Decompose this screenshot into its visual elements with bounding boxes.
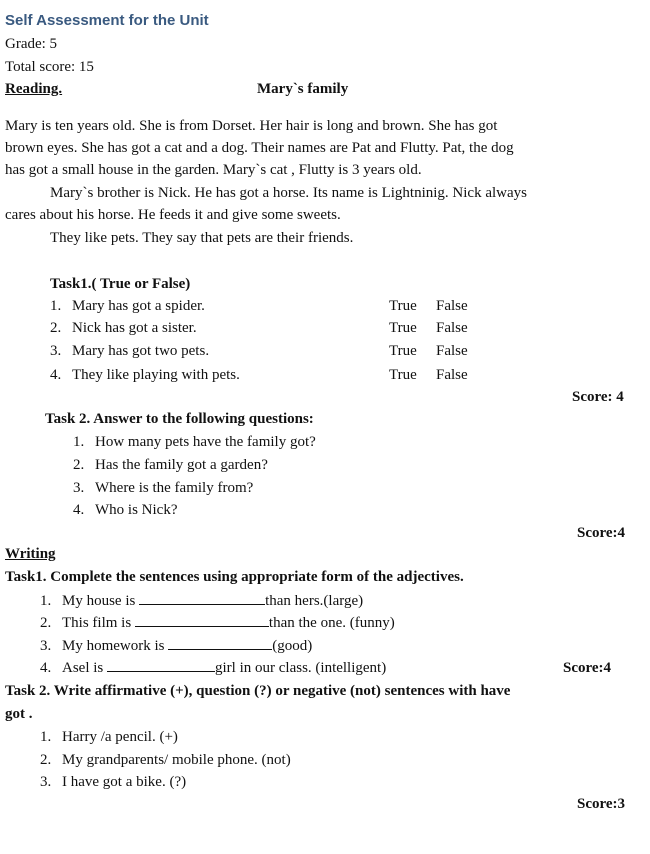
answer-blank[interactable] [139,592,265,605]
writing-task1-item: 2. This film is than the one. (funny) [40,615,395,631]
task1-item: 4. They like playing with pets. [50,367,240,383]
answer-blank[interactable] [135,614,269,627]
reading-paragraph-line: cares about his horse. He feeds it and give some sweets. [5,207,341,223]
false-option[interactable]: False [436,298,468,314]
grade-line: Grade: 5 [5,36,58,52]
task2-question: 3. Where is the family from? [73,480,254,496]
task1-item: 1. Mary has got a spider. [50,298,205,314]
task2-question: 4. Who is Nick? [73,502,178,518]
false-option[interactable]: False [436,367,468,383]
true-option[interactable]: True [389,367,417,383]
false-option[interactable]: False [436,343,468,359]
task1-item: 3. Mary has got two pets. [50,343,210,359]
reading-section-label: Reading. [5,81,63,97]
reading-paragraph-line: Mary`s brother is Nick. He has got a horse. Its name is Lightninig. Nick always [50,185,527,201]
writing-task1-heading: Task1. Complete the sentences using appropriate form of the adjectives. [5,569,464,585]
true-option[interactable]: True [389,343,417,359]
writing-section-label: Writing [5,546,56,562]
writing-task2-score: Score:3 [577,796,626,812]
reading-task2-score: Score:4 [577,525,626,541]
true-option[interactable]: True [389,320,417,336]
reading-task1-heading: Task1.( True or False) [50,276,191,292]
task2-question: 2. Has the family got a garden? [73,457,268,473]
story-title: Mary`s family [257,81,349,97]
writing-task1-item: 3. My homework is (good) [40,638,313,654]
writing-task2-item: 3. I have got a bike. (?) [40,774,187,790]
task1-item: 2. Nick has got a sister. [50,320,197,336]
document-title: Self Assessment for the Unit [5,12,209,29]
false-option[interactable]: False [436,320,468,336]
writing-task2-item: 2. My grandparents/ mobile phone. (not) [40,752,291,768]
total-score-line: Total score: 15 [5,59,94,75]
reading-paragraph-line: has got a small house in the garden. Mary`s cat , Flutty is 3 years old. [5,162,422,178]
reading-task2-heading: Task 2. Answer to the following questions: [45,411,314,427]
reading-task1-score: Score: 4 [572,389,624,405]
answer-blank[interactable] [168,637,272,650]
writing-task2-heading-cont: got . [5,706,33,722]
writing-task1-item: 4. Asel is girl in our class. (intelligent) [40,660,387,676]
task2-question: 1. How many pets have the family got? [73,434,316,450]
answer-blank[interactable] [107,659,215,672]
writing-task1-item: 1. My house is than hers.(large) [40,593,364,609]
reading-paragraph-line: brown eyes. She has got a cat and a dog. Their names are Pat and Flutty. Pat, the dog [5,140,514,156]
writing-task2-item: 1. Harry /a pencil. (+) [40,729,178,745]
reading-paragraph-line: They like pets. They say that pets are their friends. [50,230,354,246]
writing-task1-score: Score:4 [563,660,612,676]
writing-task2-heading: Task 2. Write affirmative (+), question (?) or negative (not) sentences with have [5,683,511,699]
true-option[interactable]: True [389,298,417,314]
reading-paragraph-line: Mary is ten years old. She is from Dorset. Her hair is long and brown. She has got [5,118,498,134]
